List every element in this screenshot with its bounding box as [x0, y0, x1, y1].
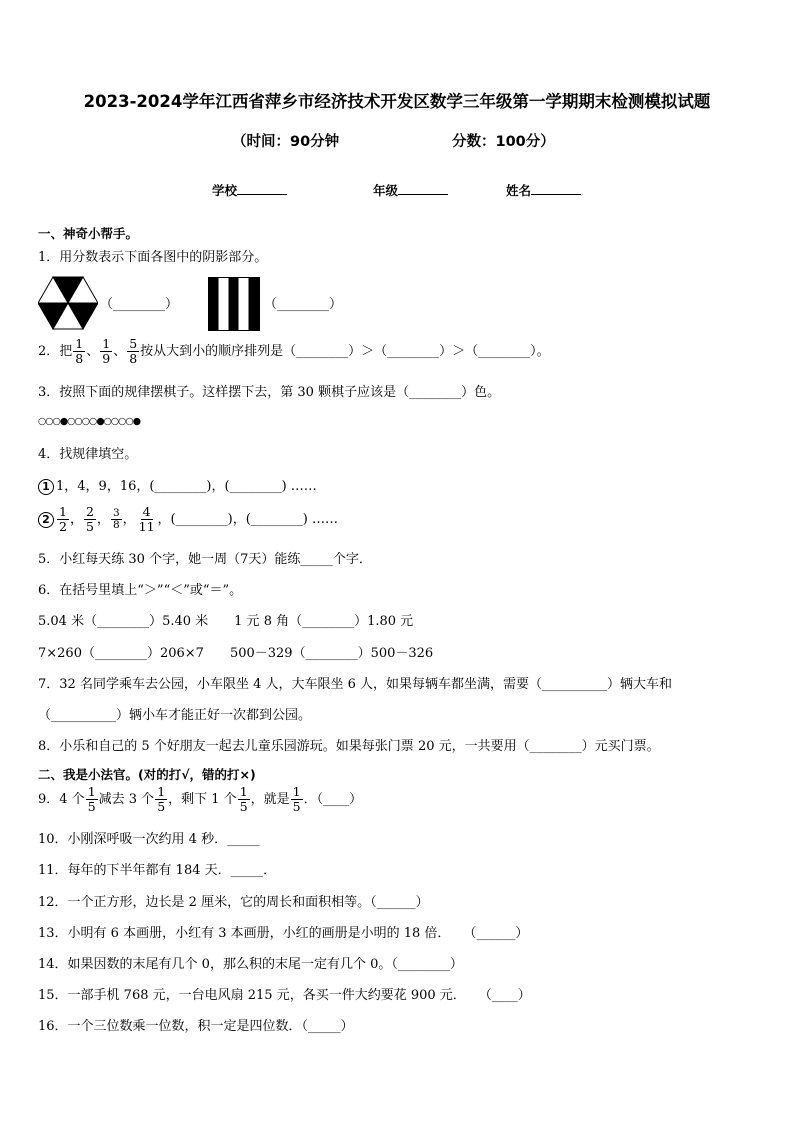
- q2-prefix: 2．把: [38, 343, 73, 359]
- exam-time: （时间：90分钟: [232, 134, 340, 150]
- q11-text: 11．每年的下半年都有 184 天．_____．: [38, 863, 277, 878]
- q2-frac-1: $\frac{1}{8}$: [75, 336, 84, 366]
- q6-row1: 5.04 米（________）5.40 米 1 元 8 角（________）1.80 元: [38, 614, 414, 629]
- q8-text: 8．小乐和自己的 5 个好朋友一起去儿童乐园游玩。如果每张门票 20 元，一共要用（________）元买门票。: [38, 739, 660, 754]
- section1-title: 一、神奇小帮手。: [38, 226, 139, 241]
- q9: 9．4 个 $\frac{1}{5}$ 减去 3 个 $\frac{1}{5}$ ，剩下 1 个 $\frac{1}{5}$ ，就是 $\frac{1}{5}$ ．（____）: [38, 784, 363, 814]
- grade-label: 年级: [373, 183, 399, 198]
- q1-text: 1．用分数表示下面各图中的阴影部分。: [38, 250, 268, 265]
- q6-text: 6．在括号里填上“＞”“＜”或“＝”。: [38, 583, 243, 598]
- q3-text: 3．按照下面的规律摆棋子。这样摆下去，第 30 颗棋子应该是（________）色。: [38, 385, 501, 400]
- q2-frac-2: $\frac{1}{9}$: [102, 336, 111, 366]
- q4-text: 4．找规律填空。: [38, 447, 138, 462]
- q2: 2．把 $\frac{1}{8}$ 、 $\frac{1}{9}$ 、 $\frac{5}{8}$ 按从大到小的顺序排列是（________）＞（________）＞（________）。: [38, 336, 550, 366]
- q4-frac-1: $\frac{1}{2}$: [59, 504, 67, 534]
- q16-text: 16．一个三位数乘一位数，积一定是四位数．（_____）: [38, 1019, 354, 1034]
- name-label: 姓名: [506, 183, 532, 198]
- q15-text: 15．一部手机 768 元，一台电风扇 215 元，各买一件大约要花 900 元． （____）: [38, 988, 531, 1003]
- q4-circle-1: 1: [38, 479, 54, 495]
- q7-line2: （__________）辆小车才能正好一次都到公园。: [38, 708, 312, 723]
- q6-row2: 7×260（________）206×7 500－329（________）500－326: [38, 646, 434, 661]
- q4-circle-2: 2: [38, 512, 54, 528]
- q4-frac-4: $\frac{4}{11}$: [138, 504, 155, 534]
- stripe-2: [229, 278, 239, 331]
- q12-text: 12．一个正方形，边长是 2 厘米，它的周长和面积相等。（______）: [38, 895, 429, 910]
- page-title: 2023-2024学年江西省萍乡市经济技术开发区数学三年级第一学期期末检测模拟试题: [83, 92, 711, 111]
- q9-frac-4: $\frac{1}{5}$: [292, 784, 301, 814]
- stripe-3: [249, 278, 260, 331]
- q5-text: 5．小红每天练 30 个字，她一周（7天）能练_____个字．: [38, 552, 372, 567]
- q2-suffix: 按从大到小的顺序排列是（________）＞（________）＞（________）。: [140, 343, 550, 359]
- q9-frac-2: $\frac{1}{5}$: [157, 784, 166, 814]
- q4-frac-2: $\frac{2}{5}$: [85, 504, 94, 534]
- exam-score: 分数：100分）: [452, 134, 555, 150]
- q4-row2: 2 $\frac{1}{2}$ ， $\frac{2}{5}$ ， $\frac{3}{8}$ ， $\frac{4}{11}$ ，(________)，(________) ……: [38, 505, 338, 534]
- q9-frac-1: $\frac{1}{5}$: [87, 784, 96, 814]
- q4-row1: 1 1，4，9，16，(________)，(________) ……: [38, 479, 317, 495]
- q4-frac-3: $\frac{3}{8}$: [112, 507, 120, 531]
- grade-field: [373, 181, 448, 199]
- q14-text: 14．如果因数的末尾有几个 0，那么积的末尾一定有几个 0。（________）: [38, 957, 463, 972]
- stripe-1: [209, 278, 219, 331]
- hexagon-figure: [38, 276, 98, 330]
- name-field: [506, 181, 581, 199]
- q2-frac-3: $\frac{5}{8}$: [129, 336, 138, 366]
- q13-text: 13．小明有 6 本画册，小红有 3 本画册，小红的画册是小明的 18 倍． （______）: [38, 926, 529, 941]
- school-label: 学校: [212, 183, 238, 198]
- section2-title: 二、我是小法官。(对的打√，错的打×): [38, 767, 256, 782]
- striped-square-figure: [208, 277, 260, 331]
- q3-pattern: ○○○●○○○○●○○○○●: [38, 416, 141, 427]
- q7-line1: 7．32 名同学乘车去公园，小车限坐 4 人，大车限坐 6 人，如果每辆车都坐满，需要（__________）辆大车和: [38, 677, 673, 692]
- q10-text: 10．小刚深呼吸一次约用 4 秒．_____: [38, 832, 260, 847]
- q9-frac-3: $\frac{1}{5}$: [239, 784, 248, 814]
- q1-blank1[interactable]: （________）: [100, 297, 179, 312]
- school-field: [212, 181, 287, 199]
- q1-blank2[interactable]: （________）: [264, 297, 343, 312]
